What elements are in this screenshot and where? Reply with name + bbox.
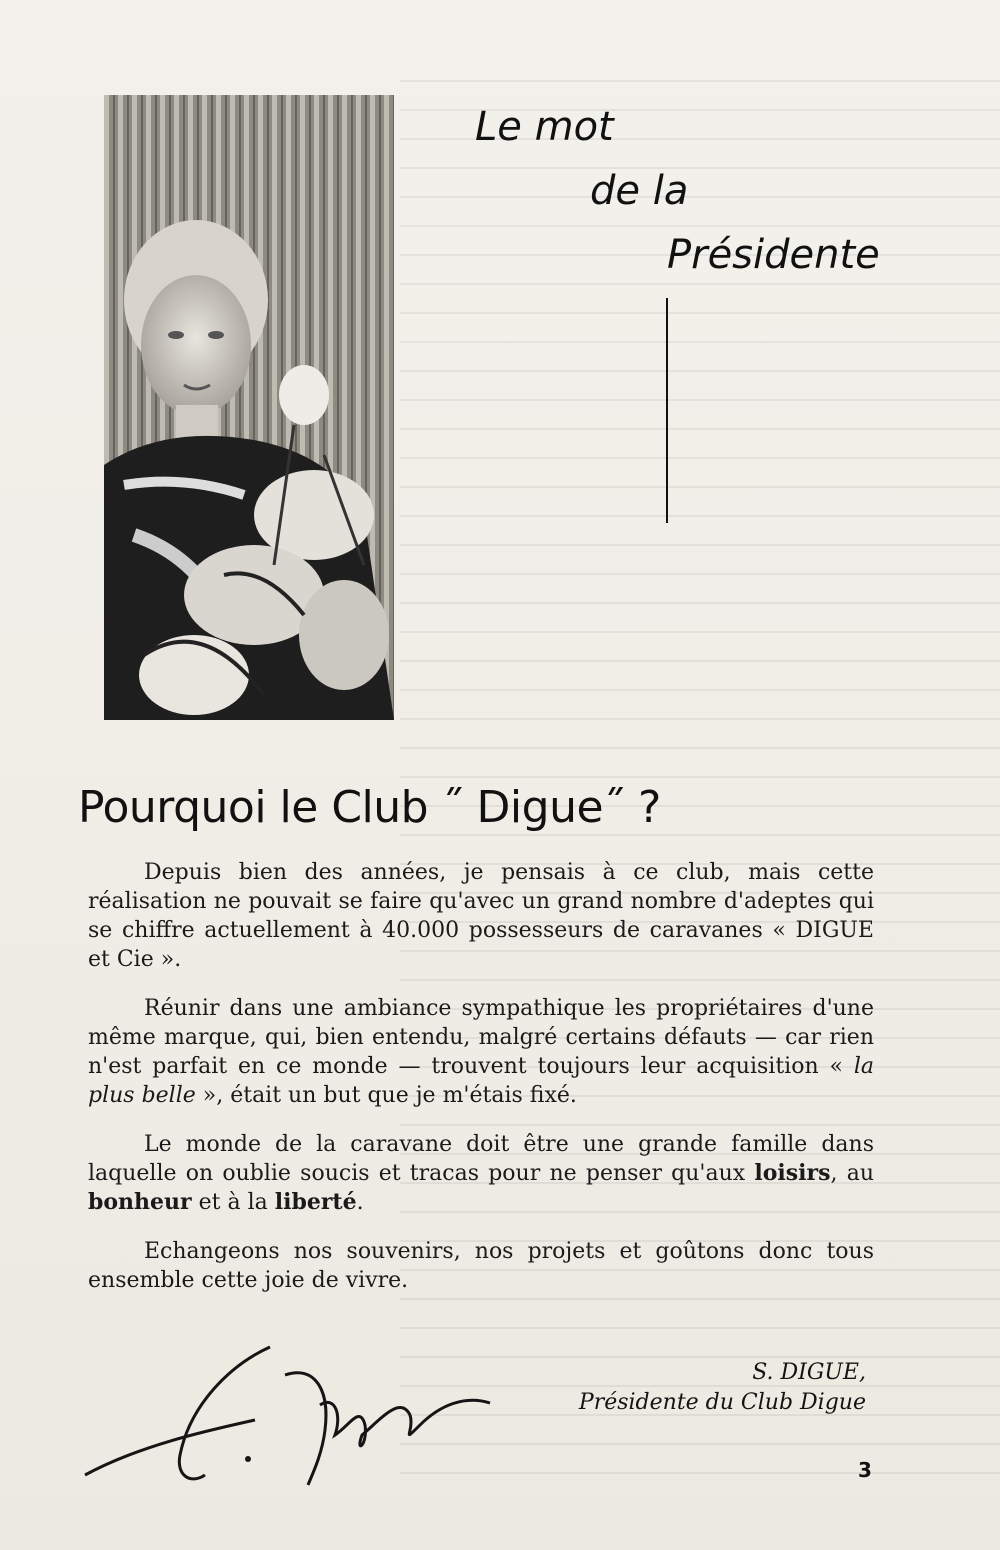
- heading-line-2: de la: [590, 168, 689, 214]
- page-number: 3: [858, 1458, 872, 1482]
- heading: [415, 95, 880, 287]
- article-body: [88, 858, 874, 1315]
- signatory: [520, 1358, 866, 1418]
- paragraph-text: la plus belle: [88, 1054, 874, 1108]
- paragraph-text: .: [356, 1190, 364, 1215]
- paragraph-text: Le monde de la caravane doit être une grande famille dans laquelle on oublie soucis et tracas pour ne penser qu'aux: [88, 1132, 874, 1186]
- paragraph-text: Réunir dans une ambiance sympathique les propriétaires d'une même marque, qui, bien entendu, malgré certains défauts — car rien n'est parfait en ce monde — trouvent toujours leur acquisition «: [88, 996, 874, 1079]
- article-title: Pourquoi le Club ˝ Digue˝ ?: [78, 782, 661, 833]
- signatory-name: S. DIGUE,: [752, 1360, 866, 1385]
- paragraph-4: [88, 1237, 874, 1295]
- paragraph-text: bonheur: [88, 1189, 192, 1215]
- vertical-rule: [666, 298, 668, 523]
- heading-line-3: Présidente: [667, 232, 880, 278]
- paragraph-text: , au: [830, 1161, 874, 1186]
- paragraph-text: Echangeons nos souvenirs, nos projets et goûtons donc tous ensemble cette joie de vivre.: [88, 1239, 874, 1293]
- paragraph-text: », était un but que je m'étais fixé.: [195, 1083, 577, 1108]
- paragraph-3: [88, 1130, 874, 1217]
- paragraph-text: liberté: [274, 1189, 357, 1215]
- paragraph-text: et à la: [191, 1190, 275, 1215]
- president-photo: [104, 95, 394, 720]
- handwritten-signature: [80, 1335, 500, 1495]
- heading-line-1: Le mot: [475, 104, 614, 150]
- paragraph-text: Depuis bien des années, je pensais à ce club, mais cette réalisation ne pouvait se faire qu'avec un grand nombre d'adeptes qui se chiffre actuellement à 40.000 possesseurs de caravanes « DIGUE et Cie ».: [88, 860, 874, 972]
- signatory-role: Présidente du Club Digue: [578, 1390, 866, 1415]
- paragraph-2: [88, 994, 874, 1110]
- paragraph-text: loisirs: [754, 1160, 831, 1186]
- paragraph-1: [88, 858, 874, 974]
